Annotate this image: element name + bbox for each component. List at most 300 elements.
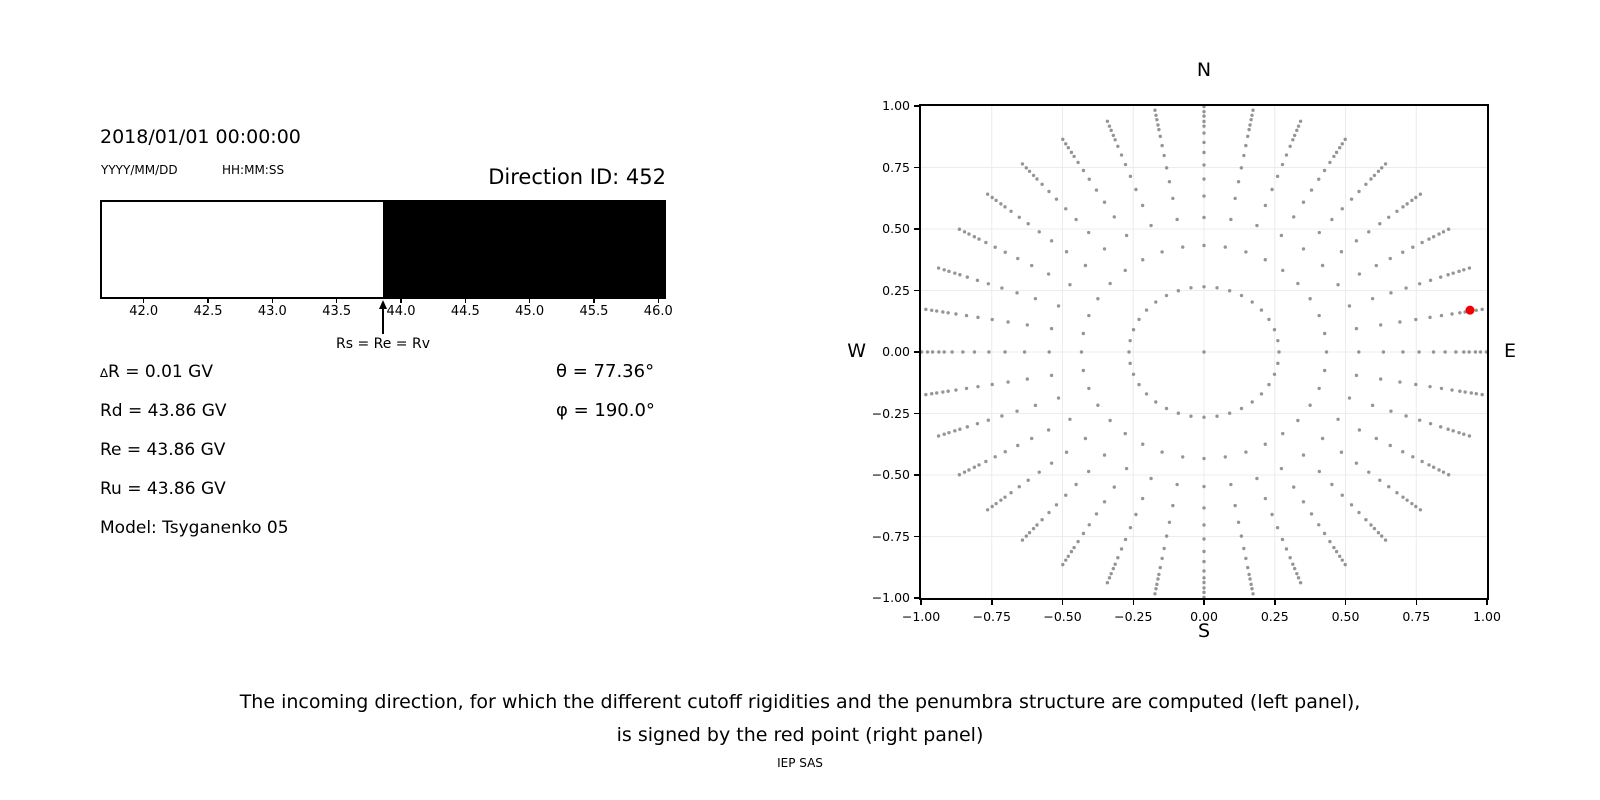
direction-dot [1096, 404, 1099, 407]
direction-dot [1291, 563, 1294, 566]
direction-dot [1267, 318, 1270, 321]
direction-dot [1015, 291, 1018, 294]
direction-dot [1355, 239, 1358, 242]
direction-dot [1276, 339, 1279, 342]
direction-dot [1003, 495, 1006, 498]
direction-dot [1462, 268, 1465, 271]
direction-dot [1072, 155, 1075, 158]
direction-dot [937, 350, 940, 353]
direction-dot [1330, 483, 1333, 486]
direction-dot [1047, 272, 1050, 275]
direction-dot [1018, 216, 1021, 219]
direction-dot [1443, 350, 1446, 353]
direction-dot [1141, 497, 1144, 500]
direction-dot [1398, 320, 1401, 323]
direction-dot [1255, 224, 1258, 227]
direction-dot [1328, 540, 1331, 543]
direction-dot [930, 309, 933, 312]
map-ytick-label: 0.00 [882, 344, 910, 359]
map-ytick-mark [914, 536, 919, 538]
direction-dot [990, 318, 993, 321]
direction-dot [1202, 485, 1205, 488]
direction-dot [1344, 138, 1347, 141]
direction-dot [1004, 251, 1007, 254]
direction-dot [1247, 573, 1250, 576]
direction-dot [1106, 120, 1109, 123]
direction-dot [1112, 134, 1115, 137]
direction-dot [1410, 199, 1413, 202]
direction-dot [1297, 124, 1300, 127]
direction-dot [1288, 145, 1291, 148]
direction-dot [1429, 279, 1432, 282]
selected-direction-red-point [1466, 306, 1475, 315]
map-ytick-label: 0.75 [882, 159, 910, 175]
direction-dot [1248, 123, 1251, 126]
direction-dot [1355, 327, 1358, 330]
direction-dot [1057, 304, 1060, 307]
direction-dot [1159, 566, 1162, 569]
direction-dot [966, 275, 969, 278]
direction-dot [1233, 197, 1236, 200]
direction-dot [1440, 314, 1443, 317]
penumbra-tick-mark [207, 299, 209, 303]
direction-dot [1250, 114, 1253, 117]
direction-dot [1229, 218, 1232, 221]
direction-dot [958, 428, 961, 431]
direction-dot [1082, 369, 1085, 372]
penumbra-tick-mark [529, 299, 531, 303]
center-dot [1202, 350, 1205, 353]
direction-dot [1202, 131, 1205, 134]
map-ytick-mark [914, 413, 919, 415]
direction-dot [1373, 174, 1376, 177]
direction-dot [946, 390, 949, 393]
direction-dot [1371, 404, 1374, 407]
direction-dot [1076, 540, 1079, 543]
direction-dot [954, 312, 957, 315]
direction-dot [1025, 534, 1028, 537]
direction-dot [1389, 291, 1392, 294]
direction-dot [1437, 468, 1440, 471]
direction-dot [1165, 294, 1168, 297]
map-xtick-label: 0.25 [1260, 609, 1289, 624]
direction-dot [1244, 144, 1247, 147]
direction-dot [1125, 234, 1128, 237]
direction-dot [1026, 323, 1029, 326]
direction-dot [1475, 309, 1478, 312]
rd-line: Rd = 43.86 GV [100, 401, 227, 421]
direction-dot [1296, 282, 1299, 285]
direction-dot [966, 425, 969, 428]
direction-dot [1380, 534, 1383, 537]
direction-dot [924, 393, 927, 396]
direction-dot [1113, 485, 1116, 488]
direction-dot [987, 350, 990, 353]
direction-dot [1168, 521, 1171, 524]
penumbra-tick-label: 42.5 [193, 304, 223, 319]
direction-dot [1047, 428, 1050, 431]
map-ytick-mark [914, 228, 919, 230]
direction-dot [1357, 511, 1360, 514]
direction-dot [1468, 434, 1471, 437]
direction-dot [1447, 473, 1450, 476]
direction-dot [1067, 146, 1070, 149]
direction-dot [935, 391, 938, 394]
direction-dot [1378, 222, 1381, 225]
direction-dot [1240, 407, 1243, 410]
penumbra-tick-mark [400, 299, 402, 303]
direction-dot [1050, 461, 1053, 464]
compass-south-label: S [1197, 620, 1211, 642]
direction-dot [1202, 569, 1205, 572]
direction-dot [1292, 215, 1295, 218]
direction-dot [1450, 312, 1453, 315]
direction-dot [953, 271, 956, 274]
direction-dot [1401, 450, 1404, 453]
map-ytick-label: −0.75 [871, 528, 910, 544]
direction-dot [1088, 523, 1091, 526]
direction-dot [1371, 297, 1374, 300]
direction-dot [1249, 583, 1252, 586]
direction-dot [1160, 557, 1163, 560]
direction-dot [1419, 508, 1422, 511]
penumbra-tick-label: 46.0 [643, 304, 673, 319]
direction-dot [1141, 204, 1144, 207]
direction-dot [973, 350, 976, 353]
direction-dot [1299, 581, 1302, 584]
direction-dot [1244, 557, 1247, 560]
map-ytick-label: −0.25 [871, 405, 910, 421]
direction-dot [1162, 547, 1165, 550]
direction-dot [1467, 350, 1470, 353]
map-ytick-mark [914, 290, 919, 292]
direction-dot [1087, 314, 1090, 317]
direction-dot [1154, 114, 1157, 117]
direction-dot [1124, 432, 1127, 435]
direction-dot [1358, 428, 1361, 431]
direction-dot [1382, 350, 1385, 353]
direction-dot [1137, 383, 1140, 386]
direction-dot [1202, 586, 1205, 589]
direction-dot [999, 202, 1002, 205]
direction-dot [1340, 250, 1343, 253]
direction-dot [1318, 231, 1321, 234]
penumbra-tick-mark [658, 299, 660, 303]
direction-dot [1076, 161, 1079, 164]
direction-dot [935, 309, 938, 312]
direction-dot [1378, 479, 1381, 482]
direction-dot [1308, 297, 1311, 300]
direction-dot [1373, 527, 1376, 530]
direction-dot [1273, 328, 1276, 331]
direction-dot [1244, 450, 1247, 453]
direction-dot [1375, 264, 1378, 267]
direction-dot [1355, 461, 1358, 464]
direction-dot [1145, 392, 1148, 395]
direction-dot [965, 387, 968, 390]
direction-dot [1480, 308, 1483, 311]
direction-dot [1317, 387, 1320, 390]
direction-dot [1427, 237, 1430, 240]
direction-dot [1065, 250, 1068, 253]
direction-dot [1264, 497, 1267, 500]
direction-dot [1149, 224, 1152, 227]
direction-dot [1237, 180, 1240, 183]
direction-dot [1189, 286, 1192, 289]
direction-dot [1156, 577, 1159, 580]
direction-dot [1277, 350, 1280, 353]
direction-dot [1302, 453, 1305, 456]
direction-dot [1112, 567, 1115, 570]
direction-dot [1038, 230, 1041, 233]
penumbra-tick-label: 43.5 [322, 304, 352, 319]
direction-dot [1350, 197, 1353, 200]
direction-dot [1357, 190, 1360, 193]
direction-dot [1414, 196, 1417, 199]
direction-dot [1165, 166, 1168, 169]
arrow-annotation-label: Rs = Re = Rv [335, 336, 431, 352]
direction-dot [1202, 114, 1205, 117]
direction-dot [1028, 170, 1031, 173]
map-xtick-mark [1345, 600, 1347, 605]
direction-dot [1364, 518, 1367, 521]
map-ytick-mark [914, 597, 919, 599]
map-xtick-label: −0.75 [972, 609, 1011, 624]
direction-dot [1067, 555, 1070, 558]
direction-dot [1405, 202, 1408, 205]
direction-dot [990, 505, 993, 508]
direction-dot [1404, 414, 1407, 417]
arrow-shaft [382, 308, 384, 334]
direction-dot [1016, 257, 1019, 260]
direction-dot [1129, 175, 1132, 178]
direction-dot [1068, 418, 1071, 421]
direction-dot [973, 235, 976, 238]
direction-dot [1070, 550, 1073, 553]
direction-dot [1032, 527, 1035, 530]
direction-dot [1389, 409, 1392, 412]
direction-dot [1128, 339, 1131, 342]
direction-dot [1154, 300, 1157, 303]
direction-dot [987, 282, 990, 285]
delta-symbol: ∆ [100, 366, 109, 380]
direction-dot [1026, 377, 1029, 380]
direction-dot [1004, 450, 1007, 453]
direction-dot [1281, 432, 1284, 435]
direction-dot [1357, 350, 1360, 353]
direction-dot [1064, 494, 1067, 497]
direction-dot [1267, 383, 1270, 386]
direction-dot [1181, 245, 1184, 248]
map-xtick-mark [1486, 600, 1488, 605]
direction-dot [1323, 332, 1326, 335]
direction-dot [1418, 282, 1421, 285]
direction-dot [973, 466, 976, 469]
direction-dot [1377, 170, 1380, 173]
direction-dot [1050, 327, 1053, 330]
time-format-label: HH:MM:SS [222, 163, 285, 177]
direction-dot [1251, 400, 1254, 403]
direction-dot [1242, 154, 1245, 157]
map-ytick-mark [914, 351, 919, 353]
caption-line-1: The incoming direction, for which the different cutoff rigidities and the penumbra structure are computed (left panel), [239, 691, 1361, 713]
direction-dot [1154, 400, 1157, 403]
direction-dot [1367, 230, 1370, 233]
direction-dot [1291, 138, 1294, 141]
direction-dot [1082, 169, 1085, 172]
direction-dot [1202, 591, 1205, 594]
direction-dot [976, 385, 979, 388]
direction-dot [976, 316, 979, 319]
direction-dot [1336, 283, 1339, 286]
direction-dot [1141, 258, 1144, 261]
direction-dot [1132, 373, 1135, 376]
direction-dot [1023, 350, 1026, 353]
direction-dot [1074, 218, 1077, 221]
map-xtick-label: −0.25 [1114, 609, 1153, 624]
map-xtick-mark [1416, 600, 1418, 605]
direction-dot [1202, 415, 1205, 418]
direction-dot [1125, 467, 1128, 470]
direction-dot [1124, 269, 1127, 272]
direction-dot [1338, 555, 1341, 558]
direction-dot [1108, 419, 1111, 422]
direction-dot [1168, 180, 1171, 183]
direction-dot [1457, 270, 1460, 273]
direction-dot [1341, 207, 1344, 210]
direction-dot [1332, 546, 1335, 549]
direction-dot [1297, 576, 1300, 579]
direction-dot [1336, 418, 1339, 421]
direction-dot [1229, 483, 1232, 486]
direction-dot [1177, 412, 1180, 415]
direction-dot [1475, 392, 1478, 395]
direction-dot [1280, 467, 1283, 470]
direction-dot [1428, 316, 1431, 319]
direction-dot [1080, 350, 1083, 353]
direction-dot [1404, 286, 1407, 289]
direction-dot [1021, 162, 1024, 165]
direction-dot [1246, 135, 1249, 138]
direction-dot [943, 350, 946, 353]
direction-dot [1410, 502, 1413, 505]
direction-dot [1470, 391, 1473, 394]
direction-dot [1332, 155, 1335, 158]
direction-dot [1155, 118, 1158, 121]
direction-dot [1129, 526, 1132, 529]
direction-dot [1028, 531, 1031, 534]
direction-dot [1153, 592, 1156, 595]
direction-dot [1026, 479, 1029, 482]
direction-dot [1389, 444, 1392, 447]
direction-dot [1276, 362, 1279, 365]
direction-dot [1442, 230, 1445, 233]
direction-dot [1160, 250, 1163, 253]
direction-dot [1414, 505, 1417, 508]
direction-dot [1264, 204, 1267, 207]
direction-dot [1018, 485, 1021, 488]
direction-dot [1411, 246, 1414, 249]
caption-line-2: is signed by the red point (right panel) [616, 724, 984, 746]
direction-dot [1106, 581, 1109, 584]
direction-dot [1240, 534, 1243, 537]
direction-dot [947, 270, 950, 273]
direction-map-plot [921, 106, 1487, 598]
direction-dot [1134, 513, 1137, 516]
direction-dot [1323, 369, 1326, 372]
map-ytick-label: 1.00 [882, 98, 910, 113]
direction-dot [1000, 286, 1003, 289]
direction-dot [1369, 523, 1372, 526]
direction-dot [1215, 286, 1218, 289]
figure-caption [0, 686, 1600, 752]
direction-dot [937, 434, 940, 437]
direction-dot [1109, 129, 1112, 132]
direction-dot [1321, 437, 1324, 440]
direction-dot [1405, 498, 1408, 501]
direction-dot [1202, 163, 1205, 166]
map-ytick-mark [914, 474, 919, 476]
direction-dot [993, 246, 996, 249]
direction-dot [1276, 175, 1279, 178]
direction-dot [1202, 596, 1205, 598]
direction-dot [1224, 455, 1227, 458]
direction-dot [1419, 192, 1422, 195]
map-xtick-label: 0.00 [1190, 609, 1218, 624]
direction-dot [1141, 443, 1144, 446]
direction-dot [1251, 300, 1254, 303]
direction-dot [1338, 146, 1341, 149]
direction-dot [986, 508, 989, 511]
direction-dot [1450, 388, 1453, 391]
direction-dot [958, 473, 961, 476]
direction-dot [1149, 477, 1152, 480]
direction-dot [1451, 429, 1454, 432]
direction-dot [958, 228, 961, 231]
direction-dot [1428, 385, 1431, 388]
direction-dot [1061, 138, 1064, 141]
direction-dot [1285, 153, 1288, 156]
map-xtick-label: 1.00 [1473, 609, 1501, 624]
direction-dot [1377, 531, 1380, 534]
theta-value: θ = 77.36° [556, 361, 655, 382]
direction-dot [1124, 538, 1127, 541]
direction-dot [1479, 350, 1482, 353]
direction-dot [1050, 239, 1053, 242]
direction-dot [990, 196, 993, 199]
direction-dot [1160, 144, 1163, 147]
direction-dot [1328, 161, 1331, 164]
direction-dot [1145, 308, 1148, 311]
direction-dot [1127, 350, 1130, 353]
map-xtick-label: −0.50 [1043, 609, 1082, 624]
direction-dot [1414, 318, 1417, 321]
direction-dot [1082, 532, 1085, 535]
direction-dot [1064, 207, 1067, 210]
map-xtick-label: 0.50 [1331, 609, 1360, 624]
map-xtick-mark [1062, 600, 1064, 605]
direction-dot [1260, 392, 1263, 395]
penumbra-tick-mark [465, 299, 467, 303]
direction-dot [1096, 297, 1099, 300]
map-xtick-mark [1133, 600, 1135, 605]
penumbra-tick-label: 45.5 [579, 304, 609, 319]
direction-dot [1047, 350, 1050, 353]
direction-dot [1308, 404, 1311, 407]
map-xtick-mark [920, 600, 922, 605]
direction-dot [1202, 177, 1205, 180]
direction-dot [1171, 504, 1174, 507]
